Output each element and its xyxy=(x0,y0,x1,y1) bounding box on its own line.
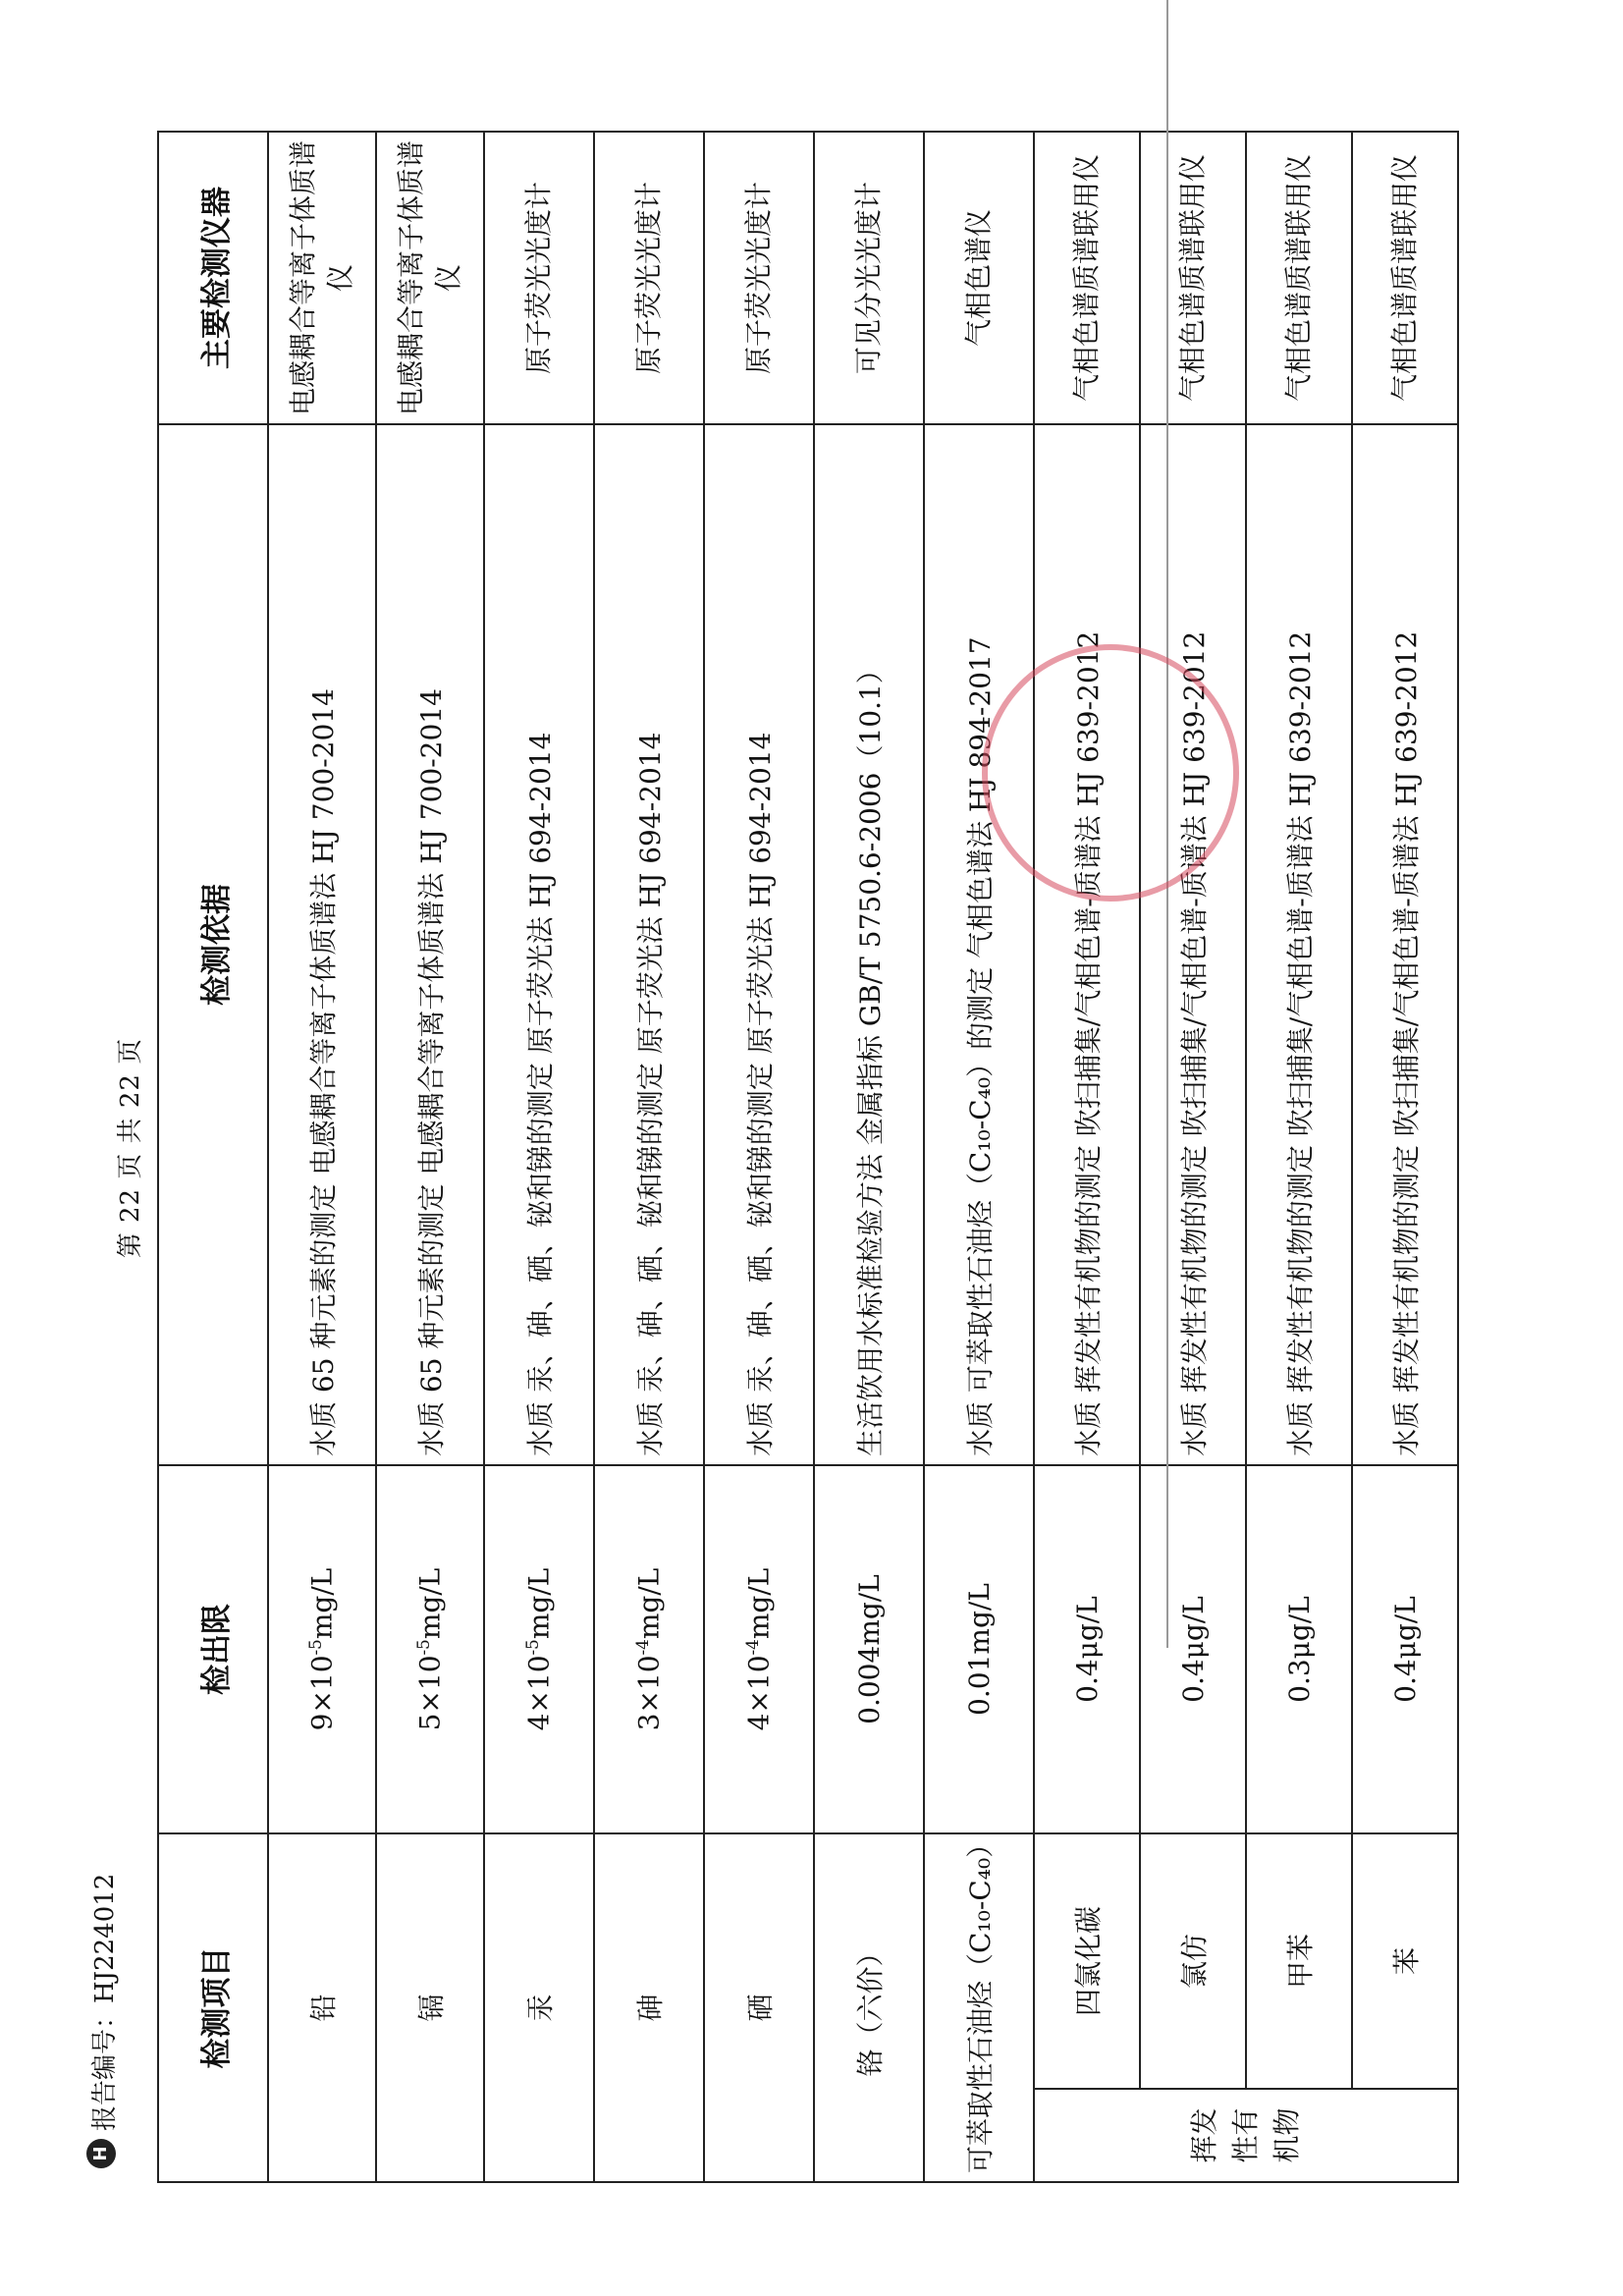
test-method-table xyxy=(157,131,1459,2183)
report-number: 报告编号：HJ224012 xyxy=(90,1873,120,2131)
row-limit: $5\times 10^{-5}mg/L$ xyxy=(376,1465,484,1833)
row-basis: 水质 挥发性有机物的测定 吹扫捕集/气相色谱-质谱法 HJ 639-2012 xyxy=(1352,424,1458,1465)
page-number: 第 22 页 共 22 页 xyxy=(116,1037,145,1259)
row-basis: 水质 汞、砷、硒、铋和锑的测定 原子荧光法 HJ 694-2014 xyxy=(594,424,704,1465)
table-row xyxy=(1140,132,1246,2182)
table-row xyxy=(814,132,924,2182)
company-seal xyxy=(982,644,1239,902)
row-instrument: 气相色谱质谱联用仪 xyxy=(1246,132,1352,424)
header-item: 检测项目 xyxy=(158,1833,268,2182)
row-basis: 水质 可萃取性石油烃（C₁₀-C₄₀）的测定 气相色谱法 HJ 894-2017 xyxy=(924,424,1034,1465)
table-row xyxy=(484,132,594,2182)
table-header-row xyxy=(158,132,268,2182)
company-logo: H xyxy=(86,2139,116,2168)
row-limit: 0.004mg/L xyxy=(814,1465,924,1833)
header-basis: 检测依据 xyxy=(158,424,268,1465)
header-instrument: 主要检测仪器 xyxy=(158,132,268,424)
header-limit: 检出限 xyxy=(158,1465,268,1833)
row-limit: $9\times 10^{-5}mg/L$ xyxy=(268,1465,376,1833)
table-row xyxy=(1246,132,1352,2182)
row-item: 四氯化碳 xyxy=(1034,1833,1140,2089)
table-row xyxy=(268,132,376,2182)
voc-group-label: 挥发性有机物 xyxy=(1034,2089,1458,2182)
row-item: 汞 xyxy=(484,1833,594,2182)
row-item: 苯 xyxy=(1352,1833,1458,2089)
row-basis: 水质 汞、砷、硒、铋和锑的测定 原子荧光法 HJ 694-2014 xyxy=(704,424,814,1465)
table-row xyxy=(924,132,1034,2182)
row-instrument: 可见分光光度计 xyxy=(814,132,924,424)
row-instrument: 电感耦合等离子体质谱仪 xyxy=(268,132,376,424)
row-basis: 水质 65 种元素的测定 电感耦合等离子体质谱法 HJ 700-2014 xyxy=(268,424,376,1465)
row-limit: 0.01mg/L xyxy=(924,1465,1034,1833)
row-instrument: 原子荧光光度计 xyxy=(594,132,704,424)
row-item: 镉 xyxy=(376,1833,484,2182)
row-limit: $4\times 10^{-4}mg/L$ xyxy=(704,1465,814,1833)
row-instrument: 原子荧光光度计 xyxy=(704,132,814,424)
row-instrument: 气相色谱仪 xyxy=(924,132,1034,424)
row-limit: 0.4μg/L xyxy=(1352,1465,1458,1833)
row-limit: $4\times 10^{-5}mg/L$ xyxy=(484,1465,594,1833)
table-row xyxy=(1034,132,1140,2182)
row-instrument: 原子荧光光度计 xyxy=(484,132,594,424)
row-item: 硒 xyxy=(704,1833,814,2182)
row-limit: $3\times 10^{-4}mg/L$ xyxy=(594,1465,704,1833)
row-basis: 生活饮用水标准检验方法 金属指标 GB/T 5750.6-2006（10.1） xyxy=(814,424,924,1465)
row-basis: 水质 挥发性有机物的测定 吹扫捕集/气相色谱-质谱法 HJ 639-2012 xyxy=(1034,424,1140,1465)
row-basis: 水质 挥发性有机物的测定 吹扫捕集/气相色谱-质谱法 HJ 639-2012 xyxy=(1140,424,1246,1465)
row-item: 砷 xyxy=(594,1833,704,2182)
row-basis: 水质 挥发性有机物的测定 吹扫捕集/气相色谱-质谱法 HJ 639-2012 xyxy=(1246,424,1352,1465)
row-item: 甲苯 xyxy=(1246,1833,1352,2089)
row-item: 可萃取性石油烃（C₁₀-C₄₀） xyxy=(924,1833,1034,2182)
row-instrument: 气相色谱质谱联用仪 xyxy=(1140,132,1246,424)
table-row xyxy=(1352,132,1458,2182)
row-item: 氯仿 xyxy=(1140,1833,1246,2089)
row-instrument: 电感耦合等离子体质谱仪 xyxy=(376,132,484,424)
row-limit: 0.3μg/L xyxy=(1246,1465,1352,1833)
row-item: 铅 xyxy=(268,1833,376,2182)
table-row xyxy=(376,132,484,2182)
table-row xyxy=(594,132,704,2182)
row-instrument: 气相色谱质谱联用仪 xyxy=(1034,132,1140,424)
row-basis: 水质 65 种元素的测定 电感耦合等离子体质谱法 HJ 700-2014 xyxy=(376,424,484,1465)
row-item: 铬（六价） xyxy=(814,1833,924,2182)
row-basis: 水质 汞、砷、硒、铋和锑的测定 原子荧光法 HJ 694-2014 xyxy=(484,424,594,1465)
table-row xyxy=(704,132,814,2182)
row-limit: 0.4μg/L xyxy=(1034,1465,1140,1833)
row-instrument: 气相色谱质谱联用仪 xyxy=(1352,132,1458,424)
row-limit: 0.4μg/L xyxy=(1140,1465,1246,1833)
